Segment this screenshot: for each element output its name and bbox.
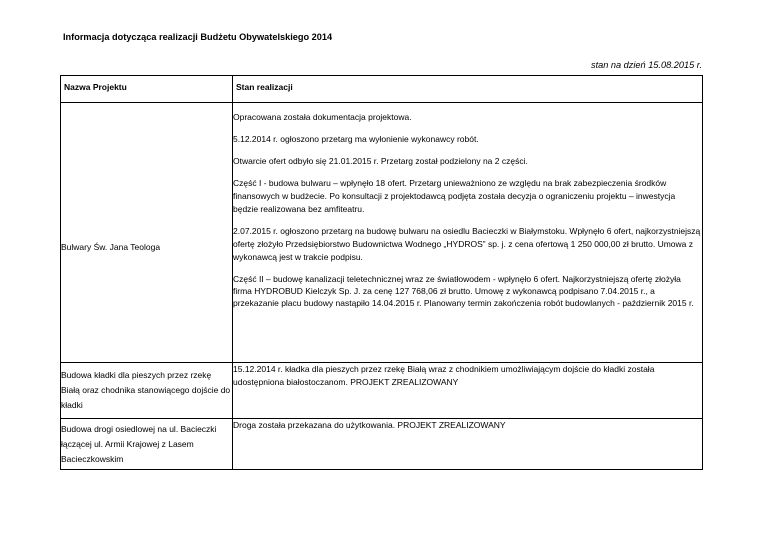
status-cell — [233, 419, 703, 470]
table-row — [61, 363, 703, 419]
header-project-name: Nazwa Projektu — [61, 76, 233, 103]
project-name-cell: Budowa kładki dla pieszych przez rzekę Białą oraz chodnika stanowiącego dojście do kładki — [61, 363, 233, 419]
status-paragraph: Droga została przekazana do użytkowania. PROJEKT ZREALIZOWANY — [233, 420, 506, 430]
table-row — [61, 103, 703, 363]
status-paragraph: Otwarcie ofert odbyło się 21.01.2015 r. Przetarg został podzielony na 2 części. — [233, 156, 528, 166]
project-name-cell: Bulwary Św. Jana Teologa — [61, 103, 233, 363]
status-paragraph: Część II – budowę kanalizacji teletechnicznej wraz ze światłowodem - wpłynęło 6 ofert. Najkorzystniejszą ofertę złożyła firma HYDROBUD Kielczyk Sp. J. za cenę 127 768,06 zł brutto. Umowę z wykonawcą podpisano 7.04.2015 r., a przekazanie placu budowy nastąpiło 14.04.2015 r. Planowany termin zakończenia robót budowlanych - październik 2015 r. — [233, 274, 694, 308]
status-cell — [233, 103, 703, 363]
header-status: Stan realizacji — [233, 76, 703, 103]
status-paragraph: 5.12.2014 r. ogłoszono przetarg ma wyłonienie wykonawcy robót. — [233, 134, 479, 144]
status-cell — [233, 363, 703, 419]
status-date: stan na dzień 15.08.2015 r. — [590, 60, 702, 70]
status-paragraph: 2.07.2015 r. ogłoszono przetarg na budowę bulwaru na osiedlu Bacieczki w Białymstoku. Wpłynęło 6 ofert, najkorzystniejszą ofertę złożyło Przedsiębiorstwo Budownictwa Wodnego „HYDROS” sp. j. z cena ofertową 1 250 000,00 zł brutto. Umowa z wykonawcą jest w trakcie podpisu. — [233, 226, 701, 262]
table-header-row — [61, 76, 703, 103]
document-title: Informacja dotycząca realizacji Budżetu Obywatelskiego 2014 — [63, 32, 333, 42]
status-paragraph: Opracowana została dokumentacja projektowa. — [233, 112, 412, 122]
status-paragraph: 15.12.2014 r. kładka dla pieszych przez rzekę Białą wraz z chodnikiem umożliwiającym dojście do kładki została udostępniona białostoczanom. PROJEKT ZREALIZOWANY — [233, 364, 655, 387]
status-paragraph: Część I - budowa bulwaru – wpłynęło 18 ofert. Przetarg unieważniono ze względu na brak zabezpieczenia środków finansowych w budżecie. Po konsultacji z projektodawcą podjęta została decyzja o ograniczeniu projektu – inwestycja będzie realizowana bez amfiteatru. — [233, 178, 676, 214]
project-name-cell: Budowa drogi osiedlowej na ul. Bacieczki łączącej ul. Armii Krajowej z Lasem Bacieczkowskim — [61, 419, 233, 470]
projects-table — [60, 75, 703, 470]
table-row — [61, 419, 703, 470]
